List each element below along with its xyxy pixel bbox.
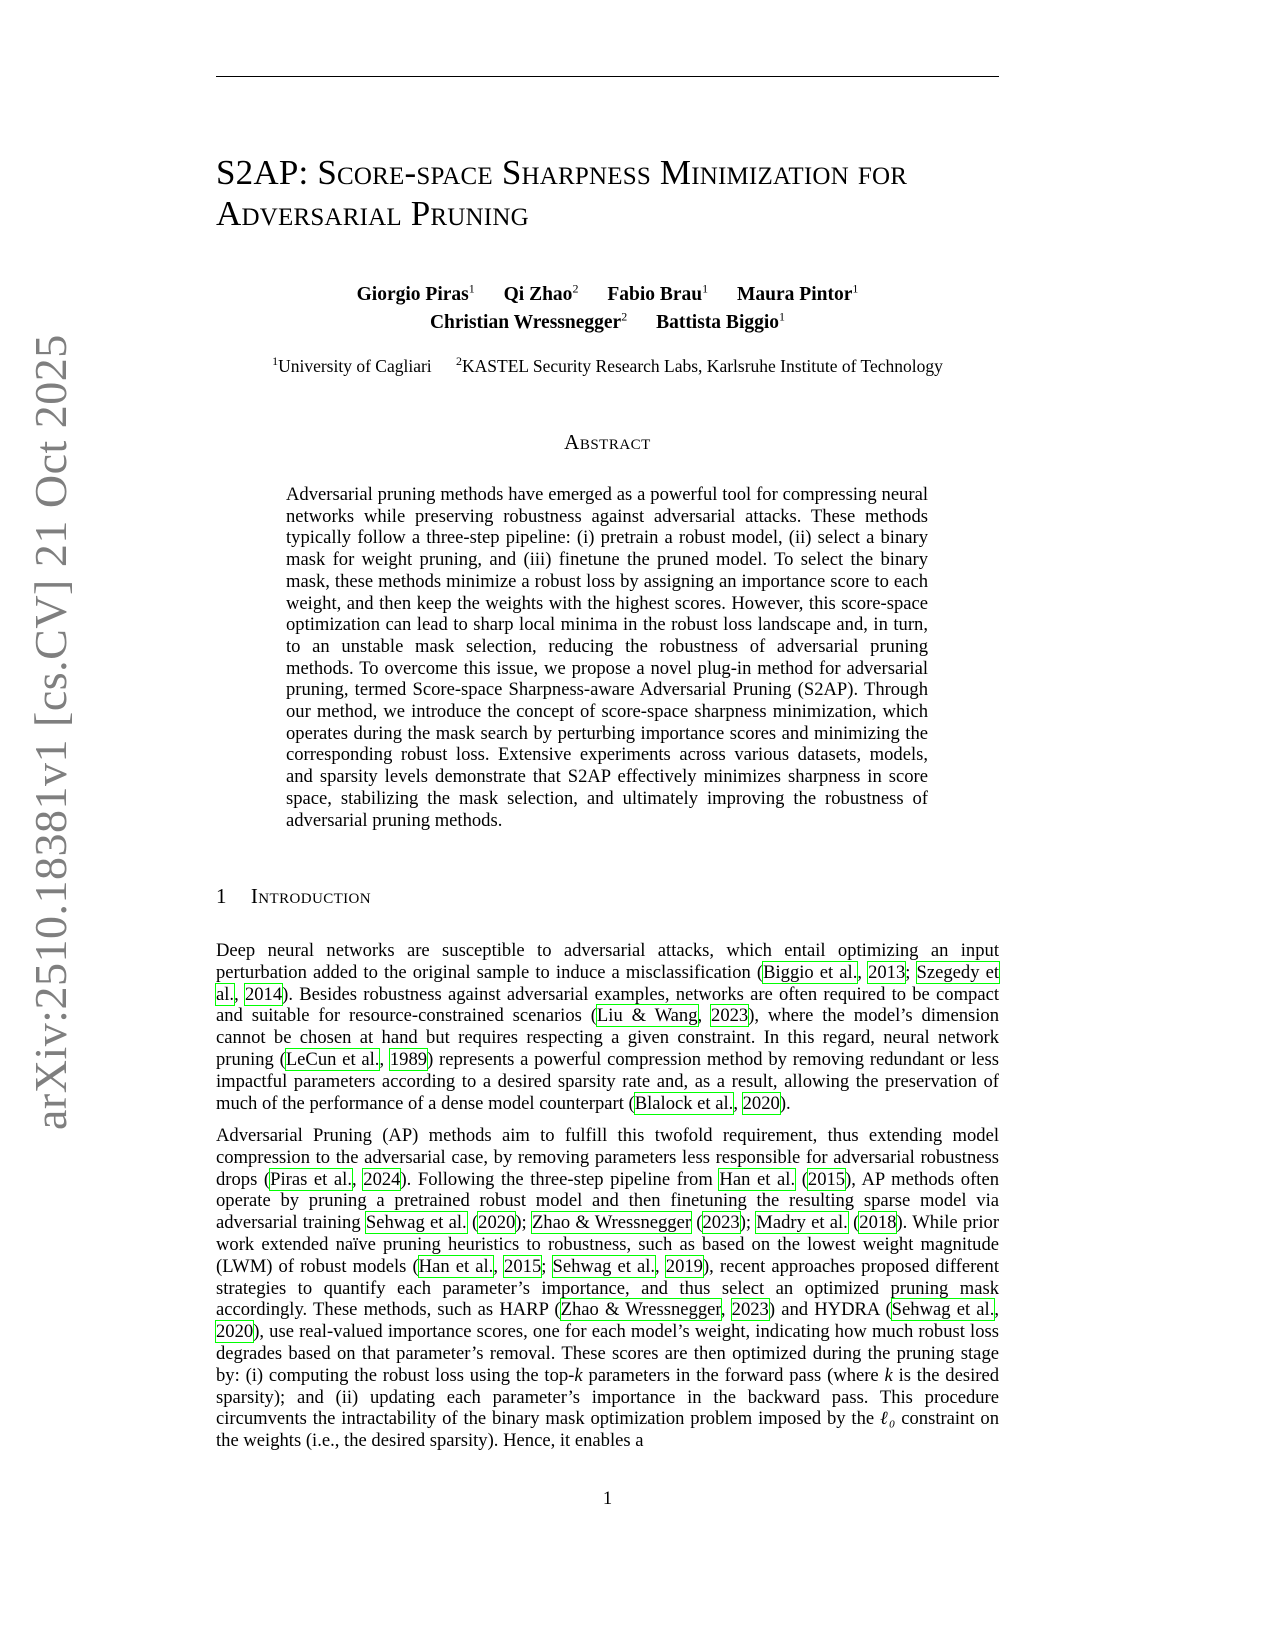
citation-link[interactable]: 2018 xyxy=(859,1212,897,1234)
text-run: , xyxy=(655,1255,666,1277)
intro-paragraph-2 xyxy=(216,1125,999,1452)
text-run: Adversarial Pruning (AP) methods aim to fulfill this twofold requirement, thus extending model compression to the adversarial case, by removing parameters less responsible for adversarial robustness drops ( xyxy=(216,1125,999,1190)
text-run: ); xyxy=(739,1212,757,1234)
text-run: , xyxy=(994,1299,1000,1321)
citation-link[interactable]: 2023 xyxy=(731,1299,769,1321)
math-symbol: ℓ₀ xyxy=(879,1408,896,1430)
affiliation: $^2$KASTEL Security Research Labs, Karlsruhe Institute of Technology xyxy=(456,354,943,376)
text-run: ( xyxy=(691,1212,703,1234)
text-run: ), AP methods often operate by pruning a pretrained robust model and then finetuning the resulting sparse model via adversarial training xyxy=(216,1168,999,1234)
citation-link[interactable]: 2013 xyxy=(868,961,906,983)
text-run: ( xyxy=(795,1168,808,1190)
text-run: ( xyxy=(847,1212,860,1234)
citation-link[interactable]: 2019 xyxy=(665,1255,703,1277)
text-run: constraint on the weights (i.e., the desired sparsity). Hence, it enables a xyxy=(216,1408,999,1452)
citation-link[interactable]: Blalock et al. xyxy=(634,1092,734,1114)
author: Battista Biggio$^1$ xyxy=(656,309,786,333)
citation-link[interactable]: 2014 xyxy=(244,983,283,1005)
text-run: ); xyxy=(515,1212,532,1234)
text-run: ( xyxy=(466,1212,479,1234)
citation-link[interactable]: 2015 xyxy=(504,1255,542,1277)
intro-heading xyxy=(216,884,371,909)
text-run: , xyxy=(352,1168,364,1190)
citation-link[interactable]: 2020 xyxy=(478,1212,516,1234)
citation-link[interactable]: Han et al. xyxy=(418,1255,494,1277)
text-run: ), where the model’s dimension cannot be chosen at hand but requires respecting a given constraint. In this regard, neural network pruning ( xyxy=(216,1005,999,1070)
citation-link[interactable]: 2023 xyxy=(711,1005,749,1027)
intro-paragraph-1 xyxy=(216,940,999,1114)
text-run: , xyxy=(234,983,245,1005)
citation-link[interactable]: 1989 xyxy=(389,1048,428,1070)
citation-link[interactable]: Szegedy et al. xyxy=(216,961,999,1005)
citation-link[interactable]: 2023 xyxy=(702,1212,740,1234)
text-run: is the desired sparsity); and (ii) updating each parameter’s importance in the backward pass. This procedure circumvents the intractability of the binary mask optimization problem imposed by the xyxy=(216,1364,999,1430)
citation-link[interactable]: 2020 xyxy=(742,1092,780,1114)
text-run: , xyxy=(720,1299,732,1321)
math-symbol: k xyxy=(574,1364,583,1386)
text-run: ). xyxy=(779,1092,791,1114)
citation-link[interactable]: Sehwag et al. xyxy=(891,1299,995,1321)
text-run: ). Besides robustness against adversarial examples, networks are often required to be compact and suitable for resource-constrained scenarios ( xyxy=(216,983,999,1027)
text-run: ; xyxy=(905,961,917,983)
author: Maura Pintor$^1$ xyxy=(737,281,859,305)
citation-link[interactable]: Biggio et al. xyxy=(763,961,858,983)
text-run: ) represents a powerful compression method by removing redundant or less impactful parameters according to a desired sparsity rate and, as a result, allowing the preservation of much of the performance of a dense model counterpart ( xyxy=(216,1048,1000,1114)
section-title: Introduction xyxy=(250,884,372,908)
text-run: , xyxy=(697,1005,712,1027)
title-line-2: Adversarial Pruning xyxy=(216,194,529,233)
affiliation: $^1$University of Cagliari xyxy=(272,354,432,376)
title-line-1: S2AP: Score-space Sharpness Minimization for xyxy=(216,153,908,192)
text-run: ; xyxy=(541,1255,553,1277)
text-run: ). While prior work extended naïve pruning heuristics to robustness, such as based on the lowest weight magnitude (LWM) of robust models ( xyxy=(216,1212,1000,1277)
citation-link[interactable]: 2020 xyxy=(216,1321,254,1343)
author: Christian Wressnegger$^2$ xyxy=(429,309,628,333)
citation-link[interactable]: 2024 xyxy=(363,1168,401,1190)
citation-link[interactable]: Sehwag et al. xyxy=(365,1212,467,1234)
math-symbol: k xyxy=(884,1364,893,1386)
citation-link[interactable]: Han et al. xyxy=(719,1168,796,1190)
citation-link[interactable]: Madry et al. xyxy=(756,1212,848,1234)
text-run: ) and HYDRA ( xyxy=(768,1299,892,1321)
paper-title xyxy=(216,152,1016,234)
author: Qi Zhao$^2$ xyxy=(503,281,579,305)
text-run: , xyxy=(379,1048,390,1070)
abstract-text: Adversarial pruning methods have emerged as a powerful tool for compressing neural networks while preserving robustness against adversarial attacks. These methods typically follow a three-step pipeline: (i) pretrain a robust model, (ii) select a binary mask for weight pruning, and (iii) finetune the pruned model. To select the binary mask, these methods minimize a robust loss by assigning an importance score to each weight, and then keep the weights with the highest scores. However, this score-space optimization can lead to sharp local minima in the robust loss landscape and, in turn, to an unstable mask selection, reducing the robustness of adversarial pruning methods. To overcome this issue, we propose a novel plug-in method for adversarial pruning, termed Score-space Sharpness-aware Adversarial Pruning (S2AP). Through our method, we introduce the concept of score-space sharpness minimization, which operates during the mask search by perturbing importance scores and minimizing the corresponding robust loss. Extensive experiments across various datasets, models, and sparsity levels demonstrate that S2AP effectively minimizes sharpness in score space, stabilizing the mask selection, and ultimately improving the robustness of adversarial pruning methods. xyxy=(286,484,928,831)
section-number: 1 xyxy=(216,884,227,908)
citation-link[interactable]: Sehwag et al. xyxy=(552,1255,656,1277)
text-run: Deep neural networks are susceptible to adversarial attacks, which entail optimizing an input perturbation added to the original sample to induce a misclassification ( xyxy=(216,940,999,983)
page-number: 1 xyxy=(602,1488,613,1509)
text-run: ), use real-valued importance scores, one for each model’s weight, indicating how much robust loss degrades based on that parameter’s removal. These scores are then optimized during the pruning stage by: (i) computing the robust loss using the top- xyxy=(216,1321,999,1386)
citation-link[interactable]: Zhao & Wressnegger xyxy=(531,1212,692,1234)
text-run: parameters in the forward pass (where xyxy=(582,1364,885,1386)
abstract-heading: Abstract xyxy=(564,430,651,454)
text-run: ). Following the three-step pipeline from xyxy=(400,1168,720,1190)
citation-link[interactable]: 2015 xyxy=(807,1168,846,1190)
citation-link[interactable]: Liu & Wang xyxy=(596,1005,698,1027)
top-rule xyxy=(216,76,999,77)
arxiv-stamp[interactable]: arXiv:2510.18381v1 [cs.CV] 21 Oct 2025 xyxy=(25,334,76,1130)
text-run: , xyxy=(493,1255,505,1277)
author: Giorgio Piras$^1$ xyxy=(356,281,475,305)
author-list xyxy=(216,277,999,334)
citation-link[interactable]: Zhao & Wressnegger xyxy=(560,1299,721,1321)
text-run: ), recent approaches proposed different strategies to quantify each parameter’s importance, and thus select an optimized pruning mask accordingly. These methods, such as HARP ( xyxy=(216,1255,1000,1321)
author: Fabio Brau$^1$ xyxy=(607,281,709,305)
citation-link[interactable]: Piras et al. xyxy=(270,1168,353,1190)
text-run: , xyxy=(733,1092,743,1114)
text-run: , xyxy=(857,961,869,983)
citation-link[interactable]: LeCun et al. xyxy=(285,1048,380,1070)
affiliations xyxy=(216,350,999,377)
